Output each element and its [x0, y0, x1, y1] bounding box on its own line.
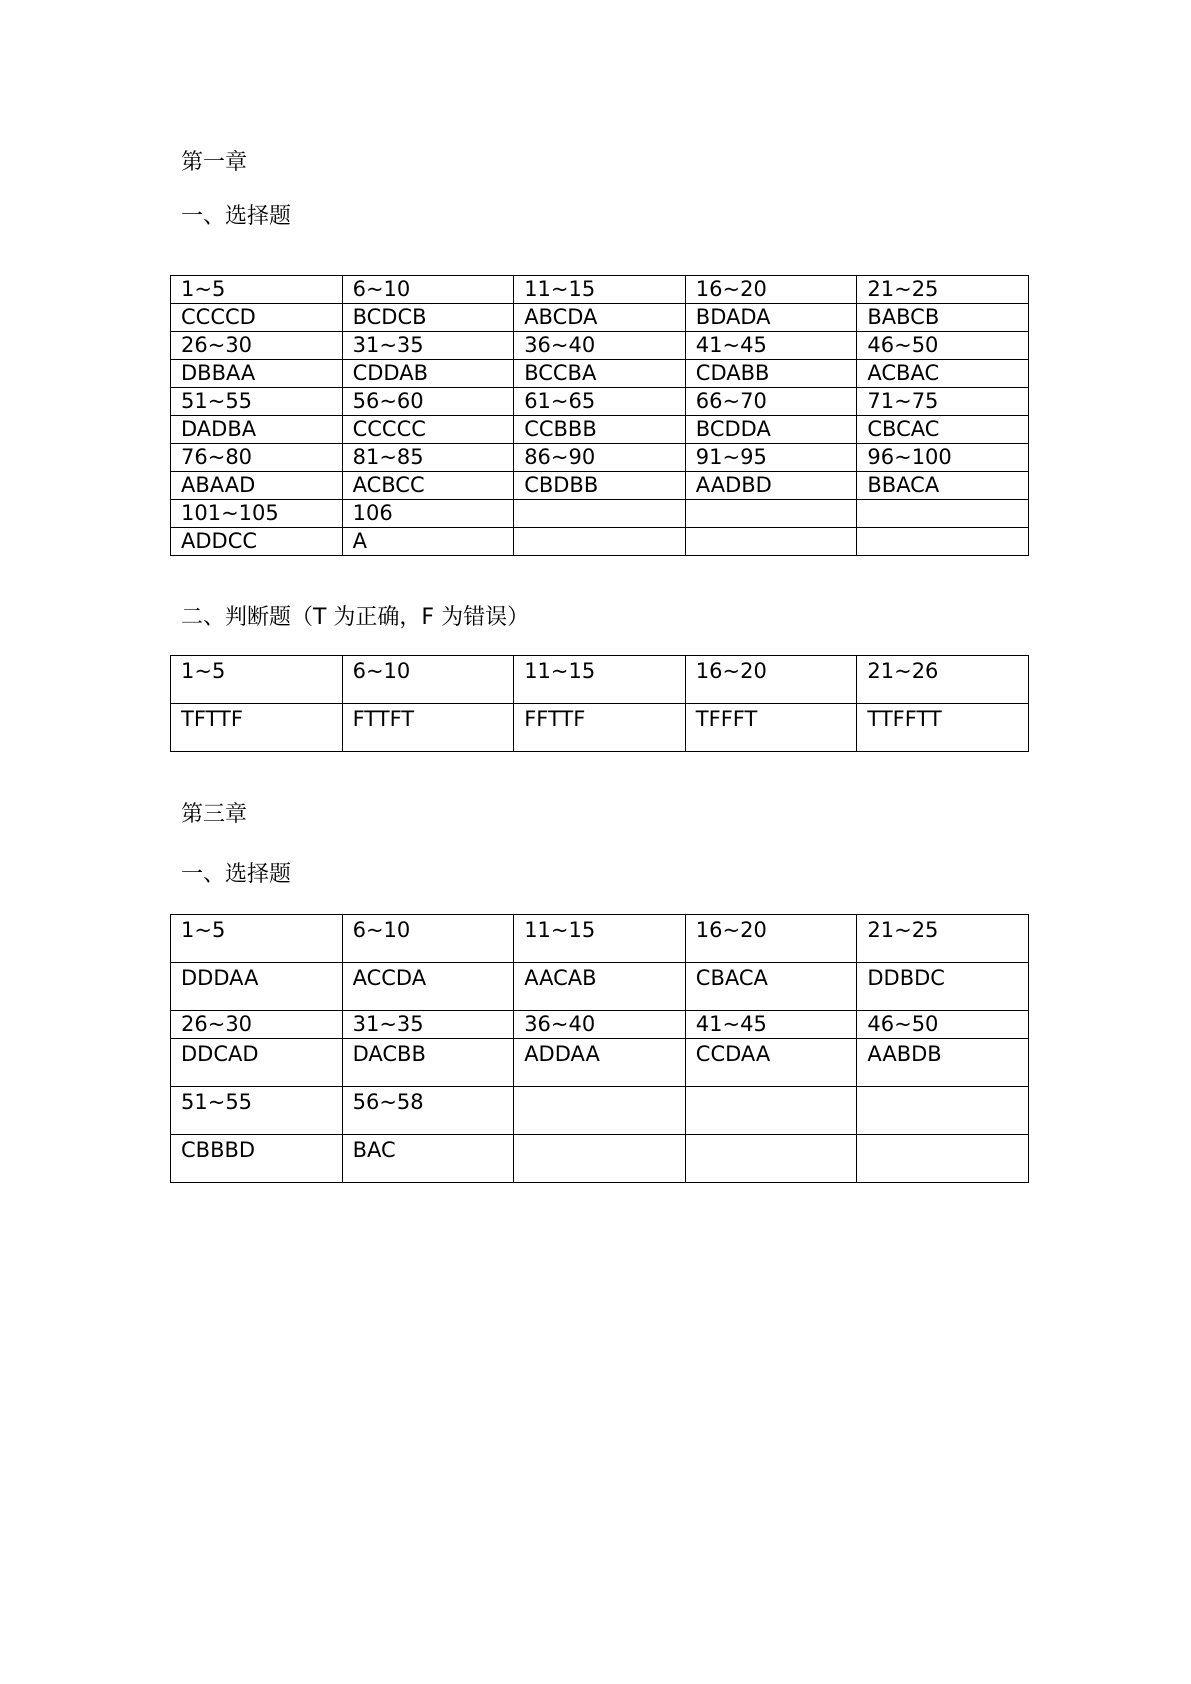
table-cell: 96~100	[857, 444, 1029, 472]
table-cell	[857, 1087, 1029, 1135]
chapter1-judge-table	[170, 655, 1029, 752]
table-row	[171, 963, 1029, 1011]
table-cell: 51~55	[171, 388, 343, 416]
table-cell: DADBA	[171, 416, 343, 444]
table-cell: CCDAA	[685, 1039, 857, 1087]
table-row	[171, 360, 1029, 388]
table-cell: BAC	[342, 1135, 514, 1183]
chapter1-title: 第一章	[181, 150, 248, 175]
table-cell	[857, 528, 1029, 556]
table-body	[171, 656, 1029, 752]
table-row	[171, 704, 1029, 752]
table-cell: ADDAA	[514, 1039, 686, 1087]
table-row	[171, 444, 1029, 472]
table-cell: 21~25	[857, 276, 1029, 304]
table-cell: DACBB	[342, 1039, 514, 1087]
table-cell: 101~105	[171, 500, 343, 528]
table-row	[171, 1039, 1029, 1087]
table-cell: ABCDA	[514, 304, 686, 332]
table-body	[171, 276, 1029, 556]
table-row	[171, 304, 1029, 332]
table-cell	[514, 500, 686, 528]
table-cell: TFFFT	[685, 704, 857, 752]
table-cell: CCCCC	[342, 416, 514, 444]
chapter1-choice-table	[170, 275, 1029, 556]
table-row	[171, 500, 1029, 528]
table-cell: 36~40	[514, 1011, 686, 1039]
table-cell: 11~15	[514, 915, 686, 963]
table-row	[171, 1135, 1029, 1183]
table-cell: BCCBA	[514, 360, 686, 388]
table-cell: 71~75	[857, 388, 1029, 416]
table-cell: 1~5	[171, 656, 343, 704]
table-cell: CBACA	[685, 963, 857, 1011]
table-cell: 56~60	[342, 388, 514, 416]
table-cell: CDABB	[685, 360, 857, 388]
table-cell: 106	[342, 500, 514, 528]
chapter1-choice-heading: 一、选择题	[181, 204, 292, 229]
table-cell: CCCCD	[171, 304, 343, 332]
table-cell: ACBAC	[857, 360, 1029, 388]
table-cell: FFTTF	[514, 704, 686, 752]
chapter3-choice-table	[170, 914, 1029, 1183]
table-cell: 46~50	[857, 332, 1029, 360]
table-row	[171, 332, 1029, 360]
table-cell: AABDB	[857, 1039, 1029, 1087]
table-cell	[514, 1135, 686, 1183]
table-row	[171, 472, 1029, 500]
table-cell: 41~45	[685, 1011, 857, 1039]
table-cell: 21~25	[857, 915, 1029, 963]
table-cell: TTFFTT	[857, 704, 1029, 752]
table-cell: 16~20	[685, 915, 857, 963]
table-cell: 36~40	[514, 332, 686, 360]
table-cell: 26~30	[171, 1011, 343, 1039]
table-cell: BDADA	[685, 304, 857, 332]
chapter3-title: 第三章	[181, 802, 248, 827]
table-cell: 51~55	[171, 1087, 343, 1135]
table-cell: 1~5	[171, 915, 343, 963]
table-cell: 16~20	[685, 276, 857, 304]
table-cell: BABCB	[857, 304, 1029, 332]
table-cell: 11~15	[514, 276, 686, 304]
table-cell	[685, 1087, 857, 1135]
table-cell: ABAAD	[171, 472, 343, 500]
table-cell: CBCAC	[857, 416, 1029, 444]
table-cell: 46~50	[857, 1011, 1029, 1039]
table-body	[171, 915, 1029, 1183]
table-cell: AADBD	[685, 472, 857, 500]
table-cell: ACCDA	[342, 963, 514, 1011]
table-cell: BCDCB	[342, 304, 514, 332]
table-cell: 31~35	[342, 1011, 514, 1039]
table-cell: 26~30	[171, 332, 343, 360]
table-cell: 41~45	[685, 332, 857, 360]
table-cell: DBBAA	[171, 360, 343, 388]
table-cell: 21~26	[857, 656, 1029, 704]
table-cell: 86~90	[514, 444, 686, 472]
table-cell: 6~10	[342, 276, 514, 304]
table-cell: CDDAB	[342, 360, 514, 388]
table-cell: 76~80	[171, 444, 343, 472]
table-cell: 81~85	[342, 444, 514, 472]
chapter3-choice-heading: 一、选择题	[181, 862, 292, 887]
table-cell	[685, 1135, 857, 1183]
table-cell	[514, 528, 686, 556]
table-cell: 66~70	[685, 388, 857, 416]
table-cell	[514, 1087, 686, 1135]
table-cell: ACBCC	[342, 472, 514, 500]
table-cell: CCBBB	[514, 416, 686, 444]
table-row	[171, 528, 1029, 556]
table-cell: AACAB	[514, 963, 686, 1011]
table-row	[171, 656, 1029, 704]
table-row	[171, 276, 1029, 304]
table-row	[171, 1087, 1029, 1135]
table-cell: 91~95	[685, 444, 857, 472]
table-cell: ADDCC	[171, 528, 343, 556]
table-cell: 16~20	[685, 656, 857, 704]
table-cell: 31~35	[342, 332, 514, 360]
table-cell	[685, 500, 857, 528]
table-cell: CBDBB	[514, 472, 686, 500]
table-cell: BBACA	[857, 472, 1029, 500]
chapter1-judge-heading: 二、判断题（T 为正确，F 为错误）	[181, 605, 530, 630]
table-cell: DDCAD	[171, 1039, 343, 1087]
table-cell: 61~65	[514, 388, 686, 416]
table-cell	[857, 500, 1029, 528]
table-row	[171, 388, 1029, 416]
table-cell: 1~5	[171, 276, 343, 304]
table-cell: BCDDA	[685, 416, 857, 444]
table-row	[171, 915, 1029, 963]
table-cell: A	[342, 528, 514, 556]
table-cell: FTTFT	[342, 704, 514, 752]
table-cell: 56~58	[342, 1087, 514, 1135]
table-row	[171, 416, 1029, 444]
table-cell: TFTTF	[171, 704, 343, 752]
table-cell: CBBBD	[171, 1135, 343, 1183]
table-cell: 6~10	[342, 915, 514, 963]
table-cell: 11~15	[514, 656, 686, 704]
table-cell	[857, 1135, 1029, 1183]
table-cell: DDDAA	[171, 963, 343, 1011]
table-cell	[685, 528, 857, 556]
table-cell: DDBDC	[857, 963, 1029, 1011]
table-cell: 6~10	[342, 656, 514, 704]
table-row	[171, 1011, 1029, 1039]
